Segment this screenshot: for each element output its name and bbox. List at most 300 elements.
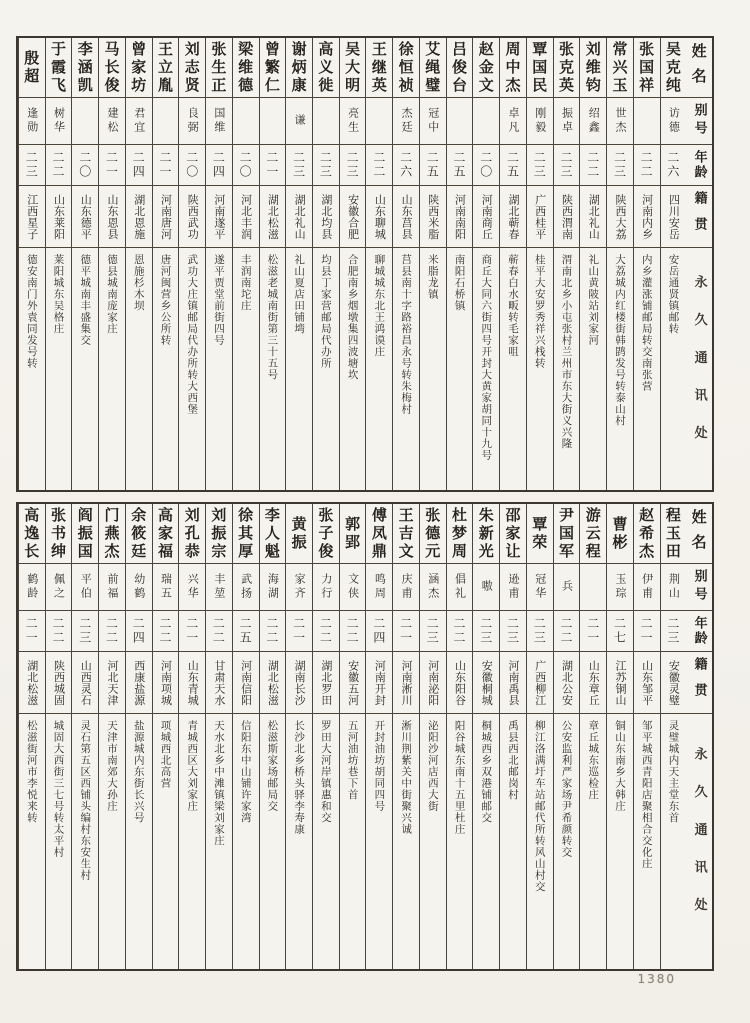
entry-alias: 兵 [554,564,580,611]
entry-address: 南阳石桥镇 [453,254,466,312]
entry-column [152,504,179,969]
header-column [686,38,712,490]
entry-column [339,38,366,490]
entry-name: 徐恒祯 [393,38,419,98]
entry-age: 二三 [607,145,633,186]
entry-column [553,38,580,490]
entry-name: 李人魁 [260,504,286,564]
entry-alias: 逊甫 [500,564,526,611]
entry-address: 均县丁家营邮局代办所 [319,254,332,369]
entry-name: 马长俊 [99,38,125,98]
entry-age: 二二 [46,611,72,652]
entry-native: 山东莒县 [393,186,419,248]
entry-age: 二一 [634,611,660,652]
column-header-native: 籍贯 [686,652,712,714]
entry-name: 王继英 [366,38,392,98]
entry-age: 二三 [527,611,553,652]
directory-table-bottom [16,502,714,971]
entry-column [392,504,419,969]
entry-native: 湖北礼山 [286,186,312,248]
entry-name: 高逸长 [19,504,45,564]
entry-address: 米脂龙镇 [426,254,439,300]
entry-age: 二一 [286,611,312,652]
entry-address: 邹平城西青阳店聚相合交化庄 [640,720,653,870]
entry-alias: 树华 [46,98,72,145]
entry-native: 广西柳江 [527,652,553,714]
entry-column [18,504,45,969]
entry-age: 二二 [447,611,473,652]
entry-column [98,38,125,490]
entry-address: 安岳通贤镇邮转 [667,254,680,335]
entry-name: 程玉田 [661,504,687,564]
entry-native: 陕西武功 [179,186,205,248]
entry-column [419,504,446,969]
entry-column [232,504,259,969]
entry-column [125,504,152,969]
entry-column [419,38,446,490]
entry-name: 吕俊台 [447,38,473,98]
entry-age: 二二 [46,145,72,186]
entry-address: 五河油坊巷下首 [346,720,359,801]
entry-address: 开封油坊胡同四号 [373,720,386,812]
entry-alias [580,564,606,611]
entry-address: 松滋街河市李悦来转 [25,720,38,824]
entry-alias: 刚毅 [527,98,553,145]
entry-alias: 世杰 [607,98,633,145]
entry-name: 刘志贤 [179,38,205,98]
entry-native: 陕西米脂 [420,186,446,248]
entry-native: 湖北礼山 [580,186,606,248]
entry-name: 常兴玉 [607,38,633,98]
entry-native: 河南信阳 [233,652,259,714]
entry-address: 淅川荆紫关中街聚兴诚 [400,720,413,835]
entry-name: 吴克纯 [661,38,687,98]
entry-alias [72,98,98,145]
entry-column [472,504,499,969]
entry-age: 二〇 [233,145,259,186]
entry-name: 邵家让 [500,504,526,564]
entry-name: 阎振国 [72,504,98,564]
entry-native: 湖北松滋 [19,652,45,714]
entry-age: 二〇 [179,145,205,186]
entry-alias: 丰堃 [206,564,232,611]
entry-address: 禹县西北邮岗村 [507,720,520,801]
entry-alias: 海湖 [260,564,286,611]
entry-column [285,38,312,490]
entry-age: 二二 [634,145,660,186]
entry-native: 安徽灵璧 [661,652,687,714]
entry-address: 柳江洛满圩车站邮代所转风山村交 [533,720,546,893]
entry-name: 梁维德 [233,38,259,98]
entry-name: 覃荣 [527,504,553,564]
entry-address: 礼山黄陂站刘家河 [587,254,600,346]
entry-alias: 访德 [661,98,687,145]
entry-column [285,504,312,969]
entry-age: 二二 [313,611,339,652]
entry-address: 天津市南郊大孙庄 [106,720,119,812]
entry-alias: 逢勋 [19,98,45,145]
entry-name: 曾繁仁 [260,38,286,98]
entry-address: 阳谷城东南十五里杜庄 [453,720,466,835]
entry-address: 礼山夏店田铺塆 [293,254,306,335]
entry-address: 德县城南庞家庄 [106,254,119,335]
entry-address: 天水北乡中滩镇梁刘家庄 [212,720,225,847]
entry-age: 二三 [527,145,553,186]
entry-native: 甘肃天水 [206,652,232,714]
column-header-name: 姓名 [686,504,712,564]
entry-native: 河南开封 [366,652,392,714]
entry-address: 恩施杉木坝 [132,254,145,312]
entry-native: 河南项城 [153,652,179,714]
entry-age: 二四 [126,145,152,186]
entry-address: 罗田大河岸镇惠和交 [319,720,332,824]
entry-address: 合肥南乡烟墩集四波塘坎 [346,254,359,381]
entry-native: 湖北松滋 [260,186,286,248]
entry-address: 内乡灌涨铺邮局转交南张营 [640,254,653,392]
entry-column [633,38,660,490]
entry-age: 二二 [99,611,125,652]
entry-address: 章丘城东巡检庄 [587,720,600,801]
entry-native: 江西星子 [19,186,45,248]
entry-address: 项城西北高营 [159,720,172,789]
entry-age: 二一 [19,611,45,652]
entry-native: 河南南阳 [447,186,473,248]
entry-age: 二五 [447,145,473,186]
entry-column [579,38,606,490]
entry-name: 艾绳璧 [420,38,446,98]
entry-age: 二七 [607,611,633,652]
entry-alias [447,98,473,145]
entry-column [606,504,633,969]
entry-column [472,38,499,490]
entry-native: 湖北蕲春 [500,186,526,248]
entry-alias [366,98,392,145]
entry-name: 曹彬 [607,504,633,564]
entry-alias: 君宜 [126,98,152,145]
entry-name: 赵希杰 [634,504,660,564]
entry-native: 山东聊城 [366,186,392,248]
entry-alias: 佩之 [46,564,72,611]
entry-alias: 家齐 [286,564,312,611]
entry-alias: 国维 [206,98,232,145]
entry-native: 湖北罗田 [313,652,339,714]
entry-alias: 亮生 [340,98,366,145]
entry-name: 张子俊 [313,504,339,564]
entry-column [499,504,526,969]
entry-address: 大荔城内红楼街韩鹍发号转泰山村 [613,254,626,427]
entry-native: 山东莱阳 [46,186,72,248]
entry-alias: 伊甫 [634,564,660,611]
entry-alias: 鹤龄 [19,564,45,611]
entry-column [205,38,232,490]
entry-alias: 兴华 [179,564,205,611]
entry-age: 二〇 [473,145,499,186]
entry-alias: 卓凡 [500,98,526,145]
entry-address: 公安监利严家场尹希颜转交 [560,720,573,858]
entry-address: 灵石第五区西铺头编村东安生村 [79,720,92,881]
entry-native: 河北丰润 [233,186,259,248]
entry-alias [153,98,179,145]
entry-alias [634,98,660,145]
entry-column [152,38,179,490]
entry-address: 盐源城内东街长兴号 [132,720,145,824]
entry-address: 松滋老城南街第三十五号 [266,254,279,381]
entry-alias: 涵杰 [420,564,446,611]
entry-age: 二三 [661,611,687,652]
entry-column [633,504,660,969]
entry-native: 四川安岳 [661,186,687,248]
entry-native: 陕西渭南 [554,186,580,248]
entry-address: 灵璧城内天主堂东首 [667,720,680,824]
column-header-alias: 别号 [686,98,712,145]
entry-alias [260,98,286,145]
entry-name: 张克英 [554,38,580,98]
entry-address: 信阳东中山铺许家湾 [239,720,252,824]
entry-address: 松滋斯家场邮局交 [266,720,279,812]
entry-alias: 庆甫 [393,564,419,611]
entry-alias: 倡礼 [447,564,473,611]
entry-age: 二一 [99,145,125,186]
entry-alias: 文侠 [340,564,366,611]
entry-name: 高义徙 [313,38,339,98]
entry-address: 德平城南丰盛集交 [79,254,92,346]
entry-native: 山东邹平 [634,652,660,714]
entry-address: 城固大西街三七号转太平村 [52,720,65,858]
entry-native: 湖南长沙 [286,652,312,714]
entry-address: 莒县南十字路裕昌永号转朱梅村 [400,254,413,415]
entry-native: 河南禹县 [500,652,526,714]
entry-native: 山东德平 [72,186,98,248]
entry-alias: 瑞五 [153,564,179,611]
entry-native: 山东恩县 [99,186,125,248]
entry-column [606,38,633,490]
entry-alias: 鸣周 [366,564,392,611]
column-header-address: 永久通讯处 [691,274,707,464]
entry-name: 郭郢 [340,504,366,564]
entry-name: 殷超 [19,38,45,98]
column-header-name: 姓名 [686,38,712,98]
entry-address: 蕲春白水畈转毛家咀 [507,254,520,358]
header-column [686,504,712,969]
entry-address: 长沙北乡桥头驿李寿康 [293,720,306,835]
entry-native: 河南泌阳 [420,652,446,714]
entry-name: 徐其厚 [233,504,259,564]
entry-address: 唐河闽营乡公所转 [159,254,172,346]
entry-native: 安徽合肥 [340,186,366,248]
entry-native: 山东阳谷 [447,652,473,714]
entry-age: 二二 [206,611,232,652]
column-header-alias: 别号 [686,564,712,611]
entry-alias: 建松 [99,98,125,145]
entry-name: 黄振 [286,504,312,564]
entry-age: 二三 [473,611,499,652]
entry-name: 傅凤鼎 [366,504,392,564]
entry-address: 商丘大同六街四号开封大黄家胡同十九号 [480,254,493,461]
entry-name: 王吉文 [393,504,419,564]
entry-alias: 良弼 [179,98,205,145]
entry-address: 遂平贾堂前街四号 [212,254,225,346]
entry-name: 余筱廷 [126,504,152,564]
entry-native: 陕西城固 [46,652,72,714]
entry-age: 二二 [153,611,179,652]
entry-native: 湖北恩施 [126,186,152,248]
entry-name: 高家福 [153,504,179,564]
entry-column [660,38,687,490]
entry-age: 二〇 [72,145,98,186]
entry-column [259,504,286,969]
entry-name: 赵金文 [473,38,499,98]
entry-alias: 谦 [286,98,312,145]
entry-age: 二二 [260,611,286,652]
entry-age: 二一 [260,145,286,186]
entry-name: 周中杰 [500,38,526,98]
entry-column [392,38,419,490]
entry-name: 谢炳康 [286,38,312,98]
entry-native: 安徽五河 [340,652,366,714]
entry-age: 二一 [393,611,419,652]
entry-native: 山东章丘 [580,652,606,714]
entry-name: 张生正 [206,38,232,98]
entry-column [312,38,339,490]
entry-alias: 振卓 [554,98,580,145]
entry-column [178,504,205,969]
entry-native: 广西桂平 [527,186,553,248]
entry-native: 湖北公安 [554,652,580,714]
entry-column [526,38,553,490]
entry-column [71,504,98,969]
entry-native: 河南内乡 [634,186,660,248]
entry-age: 二五 [500,145,526,186]
entry-column [365,38,392,490]
entry-age: 二二 [554,611,580,652]
entry-column [660,504,687,969]
entry-column [71,38,98,490]
entry-age: 二三 [554,145,580,186]
entry-native: 江苏铜山 [607,652,633,714]
entry-address: 德安南门外袁同发号转 [25,254,38,369]
entry-age: 二三 [340,145,366,186]
entry-name: 游云程 [580,504,606,564]
column-header-age: 年龄 [686,611,712,652]
entry-name: 张国祥 [634,38,660,98]
entry-column [18,38,45,490]
entry-name: 张德元 [420,504,446,564]
entry-alias: 冠华 [527,564,553,611]
entry-name: 门燕杰 [99,504,125,564]
directory-tables [16,36,714,971]
entry-column [365,504,392,969]
entry-address: 桂平大安罗秀祥兴栈转 [533,254,546,369]
entry-alias [473,98,499,145]
entry-native: 河南商丘 [473,186,499,248]
entry-name: 刘振宗 [206,504,232,564]
entry-address: 聊城城东北王鸿谟庄 [373,254,386,358]
entry-column [45,504,72,969]
entry-address: 泌阳沙河店西大街 [426,720,439,812]
entry-age: 二二 [366,145,392,186]
entry-address: 丰润南坨庄 [239,254,252,312]
entry-column [526,504,553,969]
entry-address: 莱阳城东吴格庄 [52,254,65,335]
entry-column [446,38,473,490]
entry-native: 湖北松滋 [260,652,286,714]
entry-column [45,38,72,490]
entry-name: 张书绅 [46,504,72,564]
entry-age: 二三 [286,145,312,186]
entry-address: 铜山东南乡大韩庄 [613,720,626,812]
entry-column [178,38,205,490]
entry-native: 西康盐源 [126,652,152,714]
entry-age: 二一 [580,611,606,652]
entry-column [205,504,232,969]
entry-address: 武功大庄镇邮局代办所转大西堡 [186,254,199,415]
entry-age: 二六 [661,145,687,186]
entry-name: 刘维钧 [580,38,606,98]
entry-address: 桐城西乡双港铺邮交 [480,720,493,824]
entry-native: 安徽桐城 [473,652,499,714]
entry-age: 二四 [126,611,152,652]
entry-name: 覃国民 [527,38,553,98]
entry-column [312,504,339,969]
column-header-age: 年龄 [686,145,712,186]
entry-age: 二一 [179,611,205,652]
entry-name: 刘孔恭 [179,504,205,564]
entry-age: 二三 [313,145,339,186]
entry-name: 王立胤 [153,38,179,98]
entry-age: 二三 [72,611,98,652]
entry-alias: 武扬 [233,564,259,611]
entry-name: 朱新光 [473,504,499,564]
entry-name: 吴大明 [340,38,366,98]
entry-alias: 平伯 [72,564,98,611]
directory-table-top [16,36,714,492]
entry-age: 二六 [393,145,419,186]
entry-address: 渭南北乡小屯张村兰州市东大街义兴隆 [560,254,573,450]
entry-alias: 幼鹤 [126,564,152,611]
entry-alias: 玉琮 [607,564,633,611]
entry-native: 河南淅川 [393,652,419,714]
entry-column [553,504,580,969]
entry-alias: 荆山 [661,564,687,611]
entry-native: 陕西大荔 [607,186,633,248]
entry-name: 杜梦周 [447,504,473,564]
entry-native: 山东青城 [179,652,205,714]
entry-column [232,38,259,490]
entry-age: 二四 [366,611,392,652]
entry-name: 李涵凯 [72,38,98,98]
entry-age: 二五 [420,145,446,186]
entry-name: 于霞飞 [46,38,72,98]
entry-alias: 前福 [99,564,125,611]
entry-alias [313,98,339,145]
entry-age: 二一 [153,145,179,186]
entry-age: 二四 [206,145,232,186]
entry-name: 尹国军 [554,504,580,564]
entry-age: 二三 [420,611,446,652]
entry-native: 河南遂平 [206,186,232,248]
entry-alias: 嗷 [473,564,499,611]
entry-column [125,38,152,490]
column-header-address: 永久通讯处 [691,747,707,936]
entry-age: 二二 [580,145,606,186]
entry-name: 曾家坊 [126,38,152,98]
entry-age: 二五 [233,611,259,652]
entry-alias [233,98,259,145]
entry-alias: 力行 [313,564,339,611]
entry-column [98,504,125,969]
entry-native: 湖北均县 [313,186,339,248]
entry-age: 二三 [19,145,45,186]
